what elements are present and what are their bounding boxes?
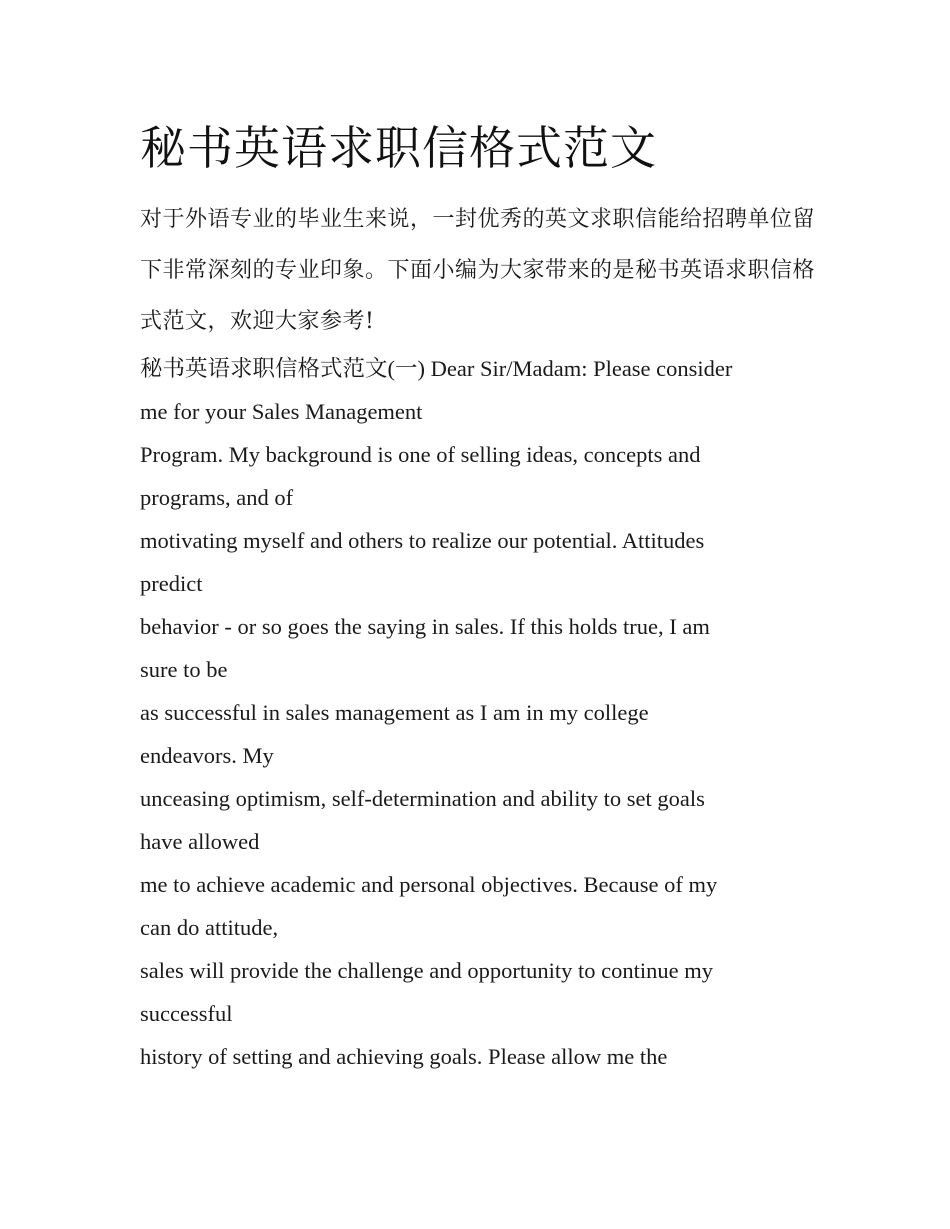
letter-line: history of setting and achieving goals. Please allow me the (140, 1044, 668, 1069)
letter-line: 秘书英语求职信格式范文(一) Dear Sir/Madam: Please consider (140, 356, 733, 381)
letter-line: successful (140, 1001, 233, 1026)
letter-line: behavior - or so goes the saying in sales. If this holds true, I am (140, 614, 710, 639)
letter-line: endeavors. My (140, 743, 274, 768)
document-title: 秘书英语求职信格式范文 (140, 121, 657, 175)
letter-line: me for your Sales Management (140, 399, 423, 424)
letter-line: as successful in sales management as I am in my college (140, 700, 649, 725)
letter-line: motivating myself and others to realize our potential. Attitudes (140, 528, 705, 553)
letter-line: programs, and of (140, 485, 294, 510)
letter-line: predict (140, 571, 203, 596)
letter-line: have allowed (140, 829, 260, 854)
letter-body (140, 347, 820, 1078)
letter-line: me to achieve academic and personal objectives. Because of my (140, 872, 718, 897)
letter-line: sure to be (140, 657, 228, 682)
intro-paragraph: 对于外语专业的毕业生来说，一封优秀的英文求职信能给招聘单位留下非常深刻的专业印象。下面小编为大家带来的是秘书英语求职信格式范文，欢迎大家参考! (140, 207, 816, 334)
letter-line: can do attitude, (140, 915, 279, 940)
letter-line: unceasing optimism, self-determination and ability to set goals (140, 786, 705, 811)
letter-line: sales will provide the challenge and opportunity to continue my (140, 958, 713, 983)
letter-line: Program. My background is one of selling ideas, concepts and (140, 442, 701, 467)
document-page (140, 112, 820, 1078)
